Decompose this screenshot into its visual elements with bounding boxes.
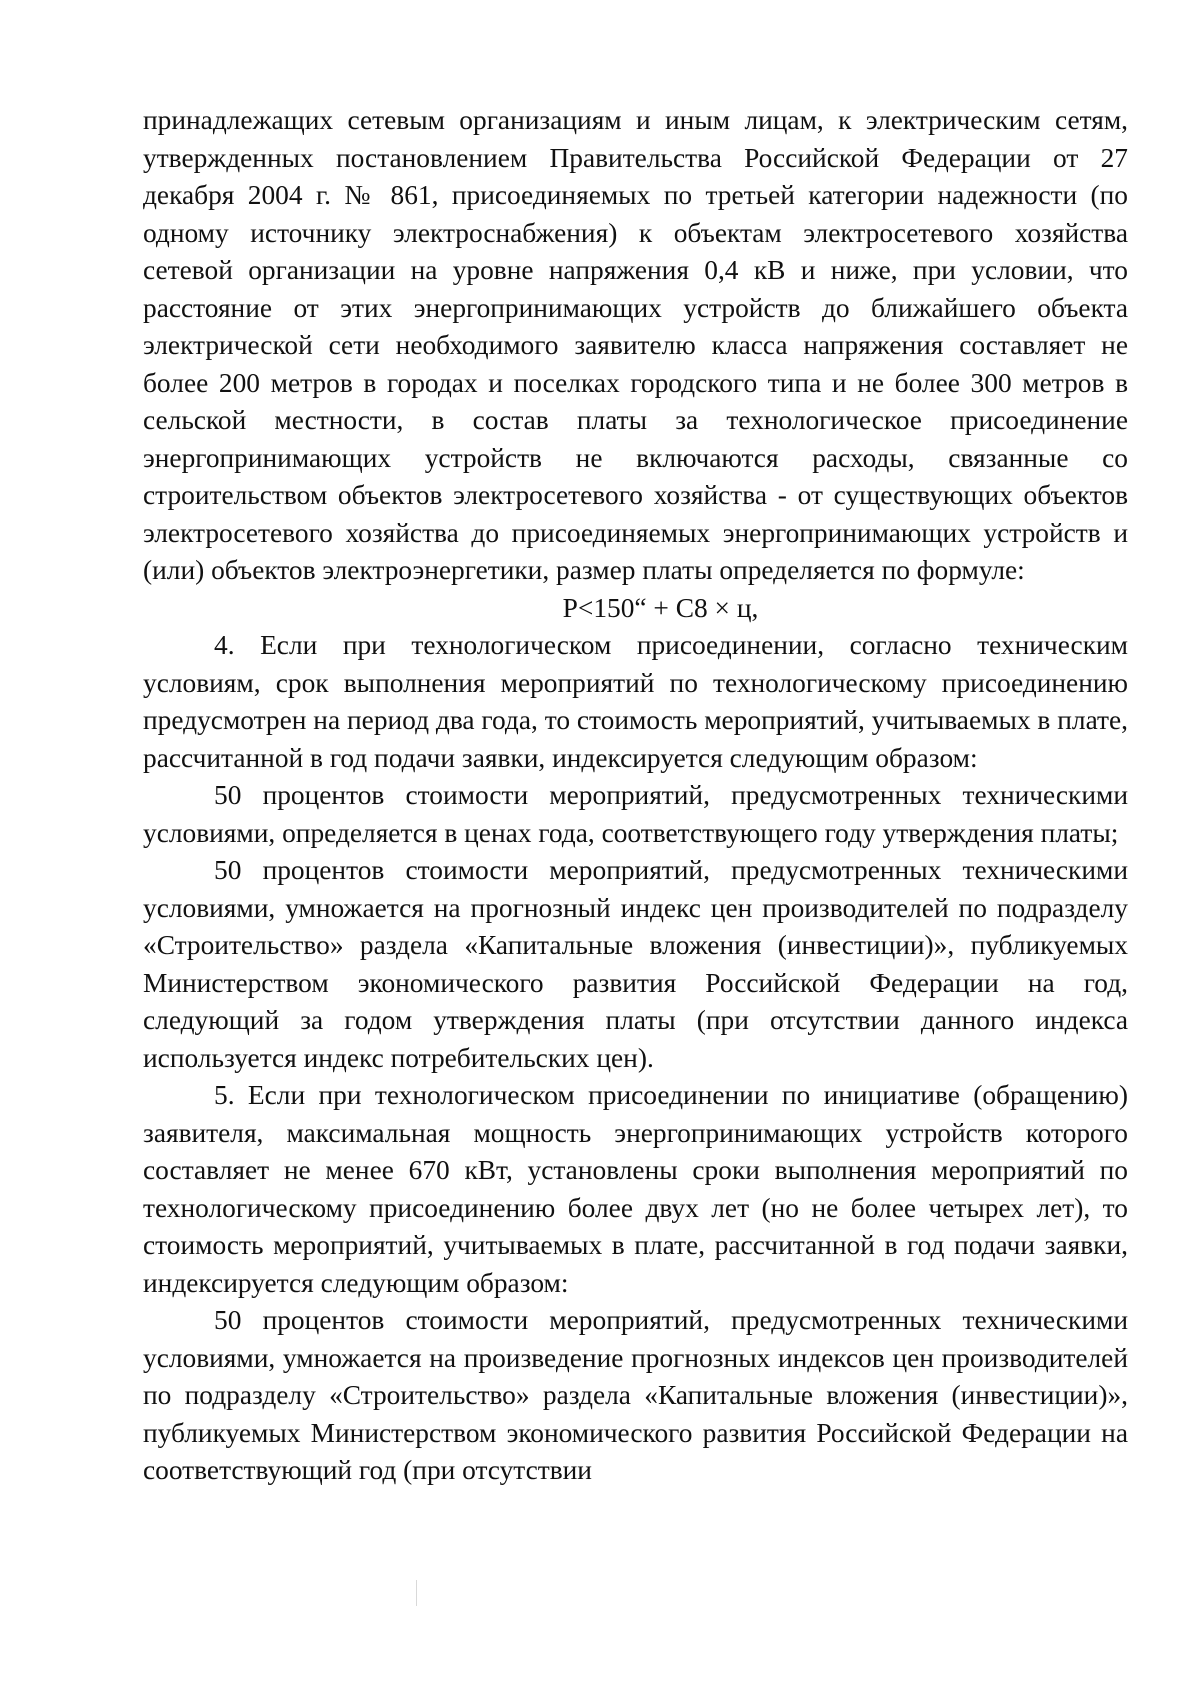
paragraph-item-5: 5. Если при технологическом присоединении по инициативе (обращению) заявителя, максимальная мощность энергопринимающих устройств которого составляет не менее 670 кВт, установлены сроки выполнения мероприятий по технологическому присоединению более двух лет (но не более четырех лет), то стоимость мероприятий, учитываемых в плате, рассчитанной в год подачи заявки, индексируется следующим образом: (143, 1080, 1128, 1298)
scan-artifact-line (416, 1580, 417, 1606)
paragraph-first-half-cost: 50 процентов стоимости мероприятий, предусмотренных техническими условиями, определяется в ценах года, соответствующего году утверждения платы; (143, 780, 1128, 848)
paragraph-second-half-cost: 50 процентов стоимости мероприятий, предусмотренных техническими условиями, умножается на прогнозный индекс цен производителей по подразделу «Строительство» раздела «Капитальные вложения (инвестиции)», публикуемых Министерством экономического развития Российской Федерации на год, следующий за годом утверждения платы (при отсутствии данного индекса используется индекс потребительских цен). (143, 855, 1128, 1073)
paragraph-indexation-product: 50 процентов стоимости мероприятий, предусмотренных техническими условиями, умножается на произведение прогнозных индексов цен производителей по подразделу «Строительство» раздела «Капитальные вложения (инвестиции)», публикуемых Министерством экономического развития Российской Федерации на соответствующий год (при отсутствии (143, 1305, 1128, 1485)
paragraph-continuation: принадлежащих сетевым организациям и иным лицам, к электрическим сетям, утвержденных постановлением Правительства Российской Федерации от 27 декабря 2004 г. № 861, присоединяемых по третьей категории надежности (по одному источнику электроснабжения) к объектам электросетевого хозяйства сетевой организации на уровне напряжения 0,4 кВ и ниже, при условии, что расстояние от этих энергопринимающих устройств до ближайшего объекта электрической сети необходимого заявителю класса напряжения составляет не более 200 метров в городах и поселках городского типа и не более 300 метров в сельской местности, в состав платы за технологическое присоединение энергопринимающих устройств не включаются расходы, связанные со строительством объектов электросетевого хозяйства - от существующих объектов электросетевого хозяйства до присоединяемых энергопринимающих устройств и (или) объектов электроэнергетики, размер платы определяется по формуле: (143, 105, 1128, 585)
document-body (143, 102, 1128, 1490)
paragraph-item-4: 4. Если при технологическом присоединении, согласно техническим условиям, срок выполнения мероприятий по технологическому присоединению предусмотрен на период два года, то стоимость мероприятий, учитываемых в плате, рассчитанной в год подачи заявки, индексируется следующим образом: (143, 630, 1128, 773)
formula: P<150“ + C8 × ц, (562, 592, 759, 623)
